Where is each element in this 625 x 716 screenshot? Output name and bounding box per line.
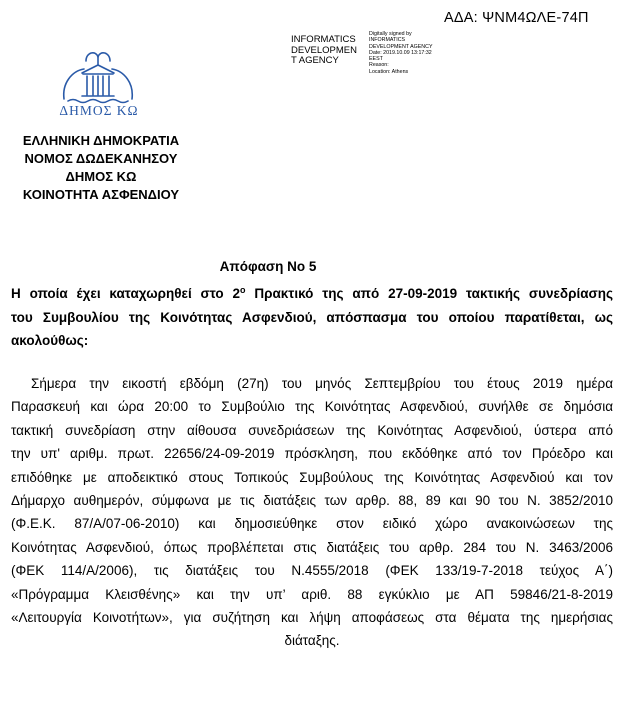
authority-line: ΝΟΜΟΣ ΔΩΔΕΚΑΝΗΣΟΥ <box>24 151 178 166</box>
body-line: την υπ' αριθμ. πρωτ. 22656/24-09-2019 πρόσκληση, που εκδόθηκε από τον Πρόεδρο και <box>11 446 613 462</box>
intro-text: Η οποία έχει καταχωρηθεί στο 2 <box>11 286 241 301</box>
ordinal-superscript: ο <box>240 285 246 295</box>
body-line: τακτική συνεδρίαση στην αίθουσα συνεδριάσεων της Κοινότητας Ασφενδιού, ύστερα από <box>11 422 613 438</box>
signature-detail-line: INFORMATICS <box>369 37 406 44</box>
ada-code: ΑΔΑ: ΨΝΜ4ΩΛΕ-74Π <box>444 10 589 26</box>
body-line: «Πρόγραμμα Κλεισθένης» και την υπ’ αριθ. 88 εγκύκλιο με ΑΠ 59846/21-8-2019 <box>11 586 613 602</box>
signature-org-line: INFORMATICS <box>291 34 356 45</box>
body-line: (Φ.Ε.Κ. 87/Α/07-06-2010) και δημοσιεύθηκε στον ειδικό χώρο ανακοινώσεων της <box>11 516 613 532</box>
signature-detail-line: EEST <box>369 56 383 63</box>
signature-detail-line: Digitally signed by <box>369 31 412 37</box>
municipality-logo-icon <box>58 47 138 105</box>
intro-text: Πρακτικό της από 27-09-2019 τακτικής συνεδρίασης <box>245 286 613 301</box>
signature-detail-line: Date: 2019.10.09 13:17:32 <box>369 49 432 56</box>
body-line: (ΦΕΚ 114/Α/2006), τις διατάξεις του Ν.4555/2018 (ΦΕΚ 133/19-7-2018 τεύχος Α΄) <box>11 563 613 579</box>
body-line: Κοινότητας Ασφενδιού, όπως προβλέπεται στις διατάξεις του αρθρ. 284 του Ν. 3463/2006 <box>11 539 613 555</box>
intro-line: ακολούθως: <box>11 333 89 348</box>
signature-detail-line: Reason: <box>369 62 389 69</box>
body-line: Σήμερα την εικοστή εβδόμη (27η) του μηνός Σεπτεμβρίου του έτους 2019 ημέρα <box>31 376 613 391</box>
intro-line <box>11 282 613 306</box>
signature-organization <box>291 35 357 67</box>
issuing-authority <box>8 132 194 204</box>
decision-title: Απόφαση Νο 5 <box>219 259 317 274</box>
body-line: Παρασκευή και ώρα 20:00 το Συμβούλιο της Κοινότητας Ασφενδιού, συνήλθε σε δημόσια <box>11 399 613 415</box>
logo-caption: ΔΗΜΟΣ ΚΩ <box>59 103 139 118</box>
authority-line: ΕΛΛΗΝΙΚΗ ΔΗΜΟΚΡΑΤΙΑ <box>22 133 180 148</box>
body-line: Δήμαρχο αυθημερόν, σύμφωνα με τις διατάξεις των αρθρ. 88, 89 και 90 του Ν. 3852/2010 <box>11 492 613 508</box>
body-line: διάταξης. <box>284 633 340 649</box>
signature-detail-line: DEVELOPMENT AGENCY <box>369 43 433 50</box>
decision-intro <box>11 282 613 353</box>
signature-org-line: T AGENCY <box>291 55 339 66</box>
authority-line: ΚΟΙΝΟΤΗΤΑ ΑΣΦΕΝΔΙΟΥ <box>22 187 180 202</box>
body-line: επιδόθηκε με αποδεικτικό στους Τοπικούς Συμβούλους της Κοινότητας Ασφενδιού και τον <box>11 469 613 485</box>
body-paragraph <box>11 372 613 653</box>
signature-detail-line: Location: Athens <box>369 68 409 75</box>
signature-details <box>369 31 432 75</box>
signature-org-line: DEVELOPMEN <box>291 44 357 56</box>
body-line: «Λειτουργία Κοινοτήτων», για συζήτηση και λήψη αποφάσεως στα θέματα της ημερήσιας <box>11 609 613 625</box>
authority-line: ΔΗΜΟΣ ΚΩ <box>65 169 137 184</box>
intro-line: του Συμβουλίου της Κοινότητας Ασφενδιού, απόσπασμα του οποίου παρατίθεται, ως <box>11 309 613 325</box>
